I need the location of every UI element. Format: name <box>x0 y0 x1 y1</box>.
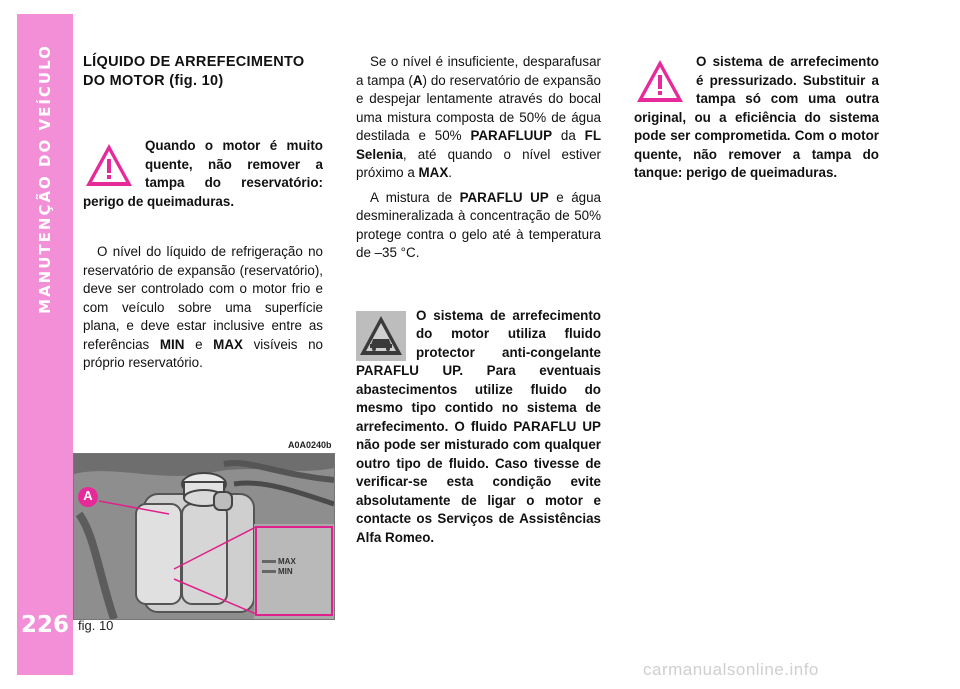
refill-text-a: Se o nível é insuficiente, desparafusar a tampa ( <box>356 54 601 88</box>
section-title <box>17 14 73 344</box>
column-right <box>634 53 879 183</box>
column-left <box>83 53 323 373</box>
heading-title: LÍQUIDO DE ARREFECIMENTO DO MOTOR <box>83 54 305 89</box>
mixture-paragraph <box>356 189 601 263</box>
warning-block-hot <box>83 137 323 211</box>
warning-text-hot: Quando o motor é muito quente, não remover a tampa do reservatório: perigo de queimaduras. <box>83 138 323 209</box>
refill-paragraph <box>356 53 601 183</box>
ref-min: MIN <box>159 336 185 352</box>
warning-text-pressure: O sistema de arrefecimento é pressurizado. Substituir a tampa só com uma outra original, ou a eficiência do sistema pode ser comprometida. Com o motor quente, não remover a tampa do tanque: perigo de queimaduras. <box>634 54 879 180</box>
warning-triangle-icon <box>634 57 686 105</box>
level-paragraph <box>83 243 323 373</box>
level-text-a: O nível do líquido de refrigeração no reservatório de expansão (reservatório), deve ser controlado com o motor frio e com veículo sobre uma superfície plana, e deve estar inclusive entre as referências <box>83 244 323 352</box>
watermark: carmanualsonline.info <box>643 660 819 679</box>
level-text-e: e <box>184 336 214 352</box>
figure-coolant-reservoir <box>73 453 335 620</box>
label-min: MIN <box>278 567 293 576</box>
label-cap-a: A <box>83 488 93 503</box>
warning-block-pressure <box>634 53 879 183</box>
brand-paraflu-up: PARAFLU UP <box>459 189 549 205</box>
column-middle <box>356 53 601 547</box>
heading-figure-ref: (fig. 10) <box>164 73 224 89</box>
section-heading <box>83 53 323 91</box>
refill-text-e: . <box>448 165 453 180</box>
mixture-text-b: e água desmineralizada à concentração de 50% protege contra o gelo até à temperatura de –35 °C. <box>356 189 601 260</box>
car-warning-icon <box>356 311 406 361</box>
figure-caption: fig. 10 <box>78 618 114 633</box>
reservoir-illustration <box>74 454 334 619</box>
brand-parafluup: PARAFLUUP <box>470 128 553 143</box>
cap-ref-a: A <box>412 72 423 88</box>
refill-text-c: da <box>552 128 585 143</box>
figure-code: A0A0240b <box>288 440 332 450</box>
note-block-paraflu <box>356 307 601 548</box>
mixture-text-a: A mistura de <box>370 189 460 205</box>
page-number: 226 <box>20 612 69 638</box>
section-title-text: MANUTENÇÃO DO VEÍCULO <box>36 44 54 314</box>
refill-text-b: ) do reservatório de expansão e despejar lentamente através do bocal uma mistura composta de 50% de água destilada e 50% <box>356 72 601 143</box>
ref-max: MAX <box>213 336 243 352</box>
ref-max-2: MAX <box>418 165 449 180</box>
level-text-b: visíveis no próprio reservatório. <box>83 336 324 370</box>
note-text-paraflu: O sistema de arrefecimento do motor utiliza fluido protector anti-congelante PARAFLU UP. Para eventuais abastecimentos utilize fluido do mesmo tipo contido no sistema de arrefecimento. O fluido PARAFLU UP não pode ser misturado com qualquer outro tipo de fluido. Caso tivesse de verificar-se esta condição evite absolutamente de ligar o motor e contacte os Serviços de Assistências Alfa Romeo. <box>356 307 601 545</box>
brand-fl-selenia: FL Selenia <box>356 128 602 162</box>
label-max: MAX <box>278 557 296 566</box>
refill-text-d: , até quando o nível estiver próximo a <box>356 146 601 180</box>
warning-triangle-icon <box>83 141 135 189</box>
